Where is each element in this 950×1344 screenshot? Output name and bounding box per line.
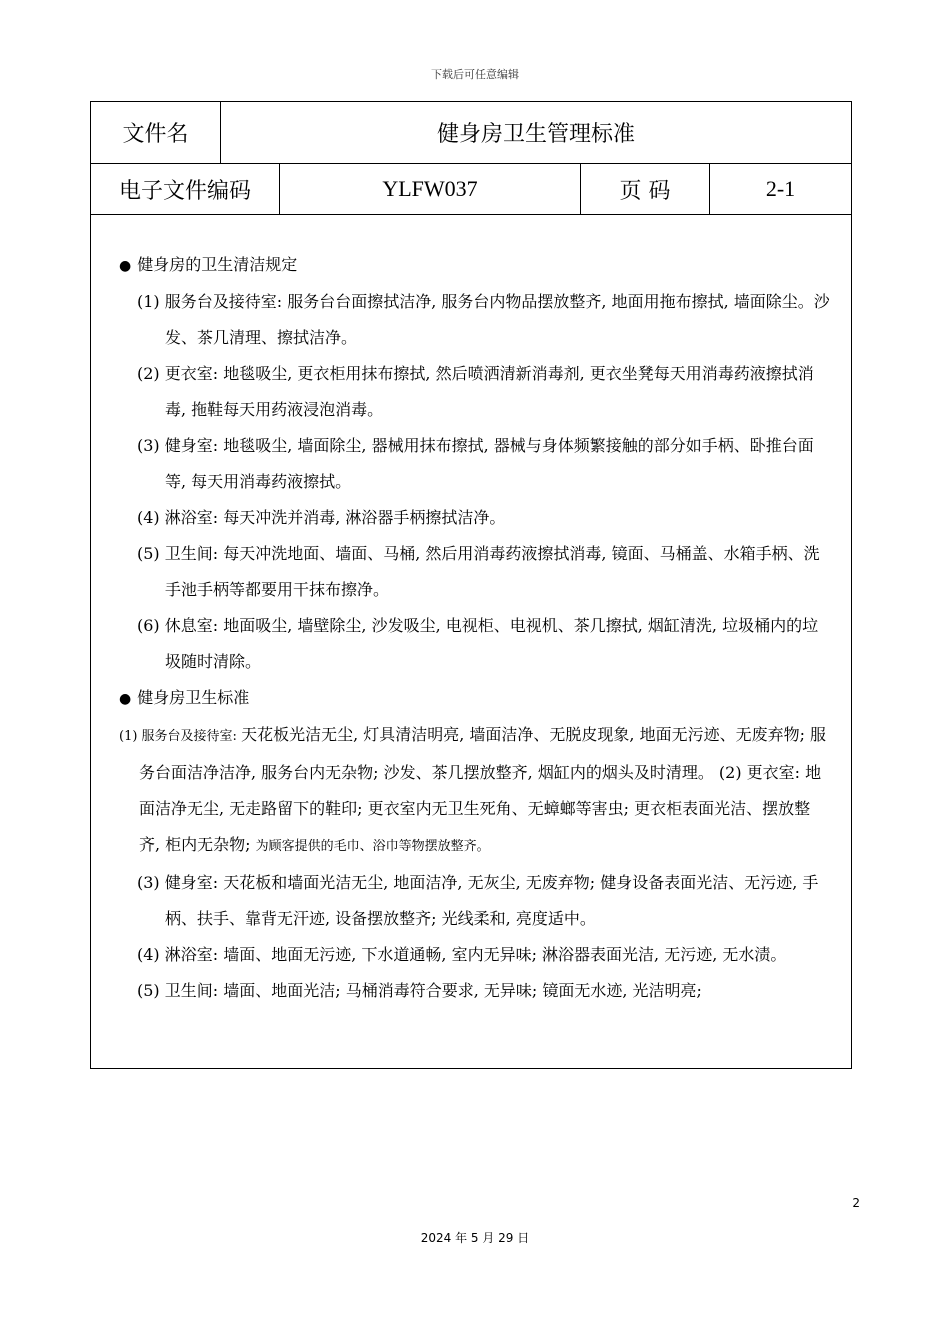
section-heading: ● 健身房卫生标准 bbox=[119, 680, 831, 717]
code-row bbox=[91, 164, 851, 215]
flow-main: 天花板光洁无尘, 灯具清洁明亮, 墙面洁净、无脱皮现象, 地面无污迹、无废弃物; 服务台面洁净洁净, 服务台内无杂物; 沙发、茶几摆放整齐, 烟缸内的烟头及时清理。 (2) 更衣室: 地面洁净无尘, 无走路留下的鞋印; 更衣室内无卫生死角、无蟑螂等害虫; 更衣柜表面光洁、摆放整齐, 柜内无杂物; bbox=[139, 725, 827, 854]
flow-small: 为顾客提供的毛巾、浴巾等物摆放整齐。 bbox=[255, 839, 490, 854]
standards-paragraph bbox=[119, 717, 831, 865]
list-item: (5) 卫生间: 每天冲洗地面、墙面、马桶, 然后用消毒药液擦拭消毒, 镜面、马桶盖、水箱手柄、洗手池手柄等都要用干抹布擦净。 bbox=[137, 544, 820, 599]
file-name-value: 健身房卫生管理标准 bbox=[436, 122, 635, 147]
title-row bbox=[91, 102, 851, 164]
page-value: 2-1 bbox=[765, 176, 796, 201]
list-item: (5) 卫生间: 墙面、地面光洁; 马桶消毒符合要求, 无异味; 镜面无水迹, 光洁明亮; bbox=[137, 981, 702, 1000]
page-number: 2 bbox=[852, 1196, 860, 1210]
list-item: (6) 休息室: 地面吸尘, 墙壁除尘, 沙发吸尘, 电视柜、电视机、茶几擦拭, 烟缸清洗, 垃圾桶内的垃圾随时清除。 bbox=[137, 616, 819, 671]
file-name-label: 文件名 bbox=[91, 102, 221, 163]
list-item: (4) 淋浴室: 每天冲洗并消毒, 淋浴器手柄擦拭洁净。 bbox=[137, 508, 506, 527]
code-value: YLFW037 bbox=[280, 164, 581, 214]
header-note: 下载后可任意编辑 bbox=[431, 68, 519, 81]
footer-date: 2024 年 5 月 29 日 bbox=[420, 1231, 530, 1245]
document-table bbox=[90, 101, 852, 1069]
code-label: 电子文件编码 bbox=[91, 164, 280, 214]
list-item: (3) 健身室: 地毯吸尘, 墙面除尘, 器械用抹布擦拭, 器械与身体频繁接触的部分如手柄、卧推台面等, 每天用消毒药液擦拭。 bbox=[137, 436, 814, 491]
list-item: (2) 更衣室: 地毯吸尘, 更衣柜用抹布擦拭, 然后喷洒清新消毒剂, 更衣坐凳每天用消毒药液擦拭消毒, 拖鞋每天用药液浸泡消毒。 bbox=[137, 364, 814, 419]
page-label: 页 码 bbox=[581, 164, 710, 214]
list-item: (3) 健身室: 天花板和墙面光洁无尘, 地面洁净, 无灰尘, 无废弃物; 健身设备表面光洁、无污迹, 手柄、扶手、靠背无汗迹, 设备摆放整齐; 光线柔和, 亮度适中。 bbox=[137, 873, 819, 928]
flow-prefix: (1) 服务台及接待室: bbox=[119, 729, 242, 744]
list-item: (4) 淋浴室: 墙面、地面无污迹, 下水道通畅, 室内无异味; 淋浴器表面光洁, 无污迹, 无水渍。 bbox=[137, 945, 787, 964]
list-item: (1) 服务台及接待室: 服务台台面擦拭洁净, 服务台内物品摆放整齐, 地面用拖布擦拭, 墙面除尘。沙发、茶几清理、擦拭洁净。 bbox=[137, 292, 830, 347]
section-heading: ● 健身房的卫生清洁规定 bbox=[119, 247, 831, 284]
document-body bbox=[91, 215, 851, 1068]
